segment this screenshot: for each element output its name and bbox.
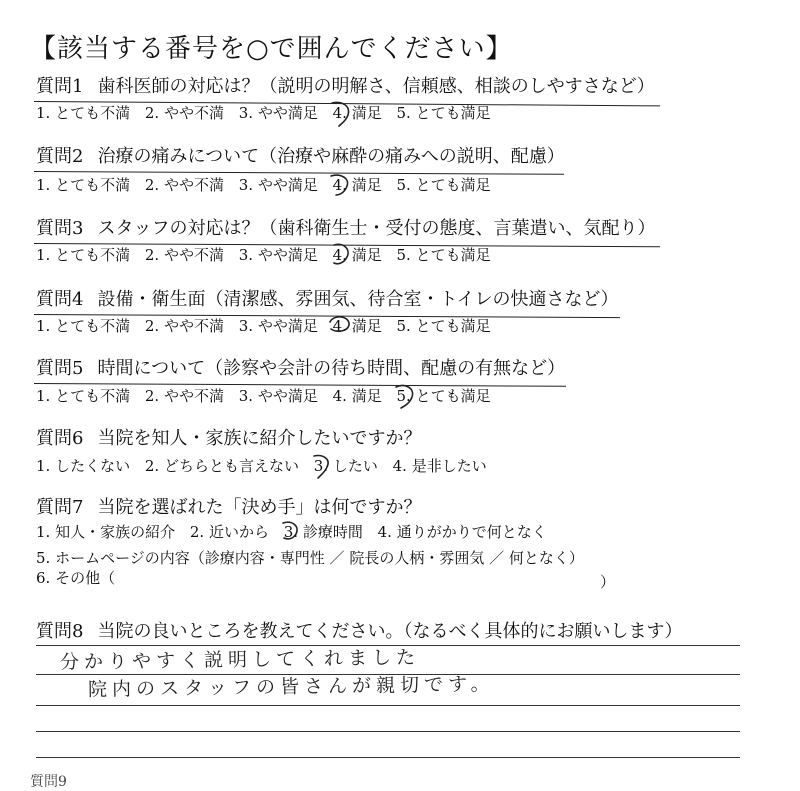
question-5 bbox=[36, 358, 565, 380]
question-number: 質問8 bbox=[36, 621, 84, 642]
page-title: 【該当する番号を○で囲んでください】 bbox=[30, 34, 513, 64]
question-text: 設備・衛生面（清潔感、雰囲気、待合室・トイレの快適さなど） bbox=[97, 289, 619, 310]
question-7-options-row1 bbox=[36, 523, 557, 541]
option-4[interactable]: 4. 通りがかりで何となく bbox=[377, 523, 547, 541]
option-4[interactable]: 4. 是非したい bbox=[392, 457, 487, 475]
question-8 bbox=[36, 621, 682, 643]
option-3-selected[interactable] bbox=[284, 523, 363, 541]
option-2[interactable]: 2. やや不満 bbox=[144, 246, 224, 264]
question-7-option-5[interactable]: 5. ホームページの内容（診療内容・専門性 ／ 院長の人柄・雰囲気 ／ 何となく） bbox=[36, 549, 584, 567]
question-5-options bbox=[36, 387, 501, 405]
option-1[interactable]: 1. とても不満 bbox=[36, 176, 131, 194]
question-number: 質問5 bbox=[36, 358, 84, 379]
question-3 bbox=[36, 218, 655, 240]
option-3-label: 3. したい bbox=[313, 457, 378, 475]
option-1[interactable]: 1. とても不満 bbox=[36, 246, 131, 264]
option-4-selected[interactable] bbox=[333, 176, 382, 194]
next-question-number: 質問9 bbox=[30, 774, 67, 790]
option-2[interactable]: 2. やや不満 bbox=[144, 176, 224, 194]
question-text: 時間について（診察や会計の待ち時間、配慮の有無など） bbox=[97, 358, 566, 379]
question-text: スタッフの対応は？（歯科衛生士・受付の態度、言葉遣い、気配り） bbox=[97, 218, 656, 239]
handwritten-answer-line-1[interactable]: 分かりやすく説明してくれました bbox=[59, 646, 421, 674]
question-number: 質問4 bbox=[36, 289, 84, 310]
option-3-selected[interactable] bbox=[314, 457, 378, 475]
handwritten-answer-line-2[interactable]: 院内のスタッフの皆さんが親切です。 bbox=[87, 673, 495, 701]
option-1[interactable]: 1. とても不満 bbox=[36, 387, 131, 405]
option-4-label: 4. 満足 bbox=[332, 104, 382, 122]
option-1[interactable]: 1. したくない bbox=[36, 457, 131, 475]
question-text: 当院を選ばれた「決め手」は何ですか？ bbox=[97, 497, 422, 518]
option-3-label: 3. 診療時間 bbox=[283, 523, 363, 541]
question-1-options bbox=[36, 104, 501, 122]
answer-line bbox=[36, 731, 740, 732]
question-4-options bbox=[36, 317, 501, 335]
question-7-option-6[interactable] bbox=[36, 569, 115, 587]
question-3-options bbox=[36, 246, 501, 264]
option-6-label: 6. その他（ bbox=[36, 569, 116, 587]
question-number: 質問6 bbox=[36, 428, 84, 449]
question-number: 質問3 bbox=[36, 218, 84, 239]
option-4-label: 4. 満足 bbox=[332, 317, 382, 335]
option-5-selected[interactable] bbox=[397, 387, 491, 405]
question-7 bbox=[36, 497, 421, 519]
question-text: 治療の痛みについて（治療や麻酔の痛みへの説明、配慮） bbox=[97, 146, 565, 167]
option-4-selected[interactable] bbox=[333, 246, 382, 264]
question-text: 歯科医師の対応は？（説明の明解さ、信頼感、相談のしやすさなど） bbox=[97, 76, 655, 97]
question-underline bbox=[34, 171, 564, 175]
option-6-close-paren: ） bbox=[600, 573, 616, 591]
question-1 bbox=[36, 76, 655, 98]
option-3[interactable]: 3. やや満足 bbox=[238, 246, 318, 264]
option-4[interactable]: 4. 満足 bbox=[332, 387, 382, 405]
question-number: 質問7 bbox=[36, 497, 84, 518]
option-3[interactable]: 3. やや満足 bbox=[238, 387, 318, 405]
question-6-options bbox=[36, 457, 497, 475]
option-1[interactable]: 1. とても不満 bbox=[36, 317, 131, 335]
option-1[interactable]: 1. とても不満 bbox=[36, 104, 131, 122]
option-3[interactable]: 3. やや満足 bbox=[238, 176, 318, 194]
option-5[interactable]: 5. とても満足 bbox=[396, 246, 491, 264]
option-1[interactable]: 1. 知人・家族の紹介 bbox=[36, 523, 176, 541]
option-2[interactable]: 2. どちらとも言えない bbox=[144, 457, 299, 475]
option-5[interactable]: 5. とても満足 bbox=[396, 176, 491, 194]
answer-line bbox=[36, 705, 740, 706]
option-3[interactable]: 3. やや満足 bbox=[238, 104, 318, 122]
question-6 bbox=[36, 428, 421, 450]
question-4 bbox=[36, 289, 619, 311]
option-5[interactable]: 5. とても満足 bbox=[396, 104, 491, 122]
option-4-label: 4. 満足 bbox=[332, 176, 382, 194]
option-4-label: 4. 満足 bbox=[332, 246, 382, 264]
option-2[interactable]: 2. やや不満 bbox=[144, 317, 224, 335]
option-5-label: 5. とても満足 bbox=[396, 387, 491, 405]
option-4-selected[interactable] bbox=[333, 317, 382, 335]
question-number: 質問1 bbox=[36, 76, 84, 97]
option-2[interactable]: 2. 近いから bbox=[189, 523, 269, 541]
option-3[interactable]: 3. やや満足 bbox=[238, 317, 318, 335]
option-2[interactable]: 2. やや不満 bbox=[144, 387, 224, 405]
question-text: 当院の良いところを教えてください。（なるべく具体的にお願いします） bbox=[97, 621, 683, 642]
question-text: 当院を知人・家族に紹介したいですか？ bbox=[97, 428, 422, 449]
question-2-options bbox=[36, 176, 501, 194]
question-number: 質問2 bbox=[36, 146, 84, 167]
option-2[interactable]: 2. やや不満 bbox=[144, 104, 224, 122]
option-4-selected[interactable] bbox=[333, 104, 382, 122]
option-5[interactable]: 5. とても満足 bbox=[396, 317, 491, 335]
question-2 bbox=[36, 146, 565, 168]
answer-line bbox=[36, 757, 740, 758]
